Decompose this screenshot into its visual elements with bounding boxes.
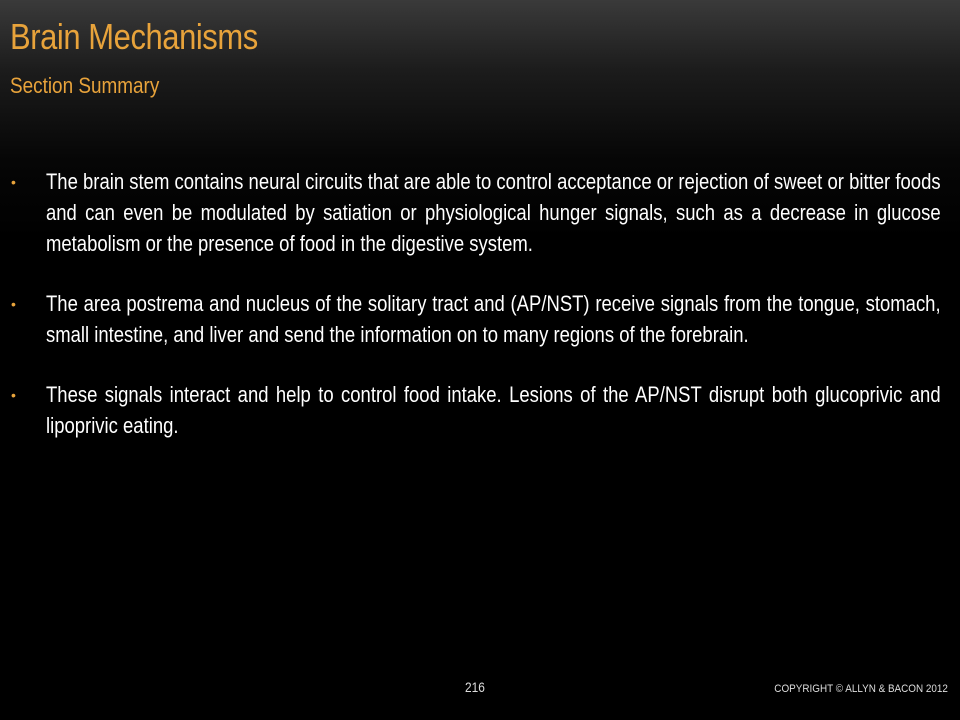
bullet-icon: • bbox=[11, 174, 16, 190]
page-number: 216 bbox=[465, 679, 485, 695]
bullet-text: The brain stem contains neural circuits that are able to control acceptance or rejection of sweet or bitter foods and can even be modulated by satiation or physiological hunger signals, such as a decrease in glucose metabolism or the presence of food in the digestive system. bbox=[46, 169, 941, 256]
bullet-icon: • bbox=[11, 296, 16, 312]
bullet-icon: • bbox=[11, 387, 16, 403]
bullet-item bbox=[0, 379, 960, 441]
slide-subtitle: Section Summary bbox=[10, 73, 160, 98]
bullet-list bbox=[0, 166, 960, 470]
bullet-item bbox=[0, 288, 960, 350]
bullet-item bbox=[0, 166, 960, 259]
copyright-notice: COPYRIGHT © ALLYN & BACON 2012 bbox=[774, 683, 948, 695]
bullet-text: These signals interact and help to control food intake. Lesions of the AP/NST disrupt both glucoprivic and lipoprivic eating. bbox=[46, 382, 941, 438]
bullet-text: The area postrema and nucleus of the solitary tract and (AP/NST) receive signals from the tongue, stomach, small intestine, and liver and send the information on to many regions of the forebrain. bbox=[46, 291, 941, 347]
slide-title: Brain Mechanisms bbox=[10, 16, 258, 57]
